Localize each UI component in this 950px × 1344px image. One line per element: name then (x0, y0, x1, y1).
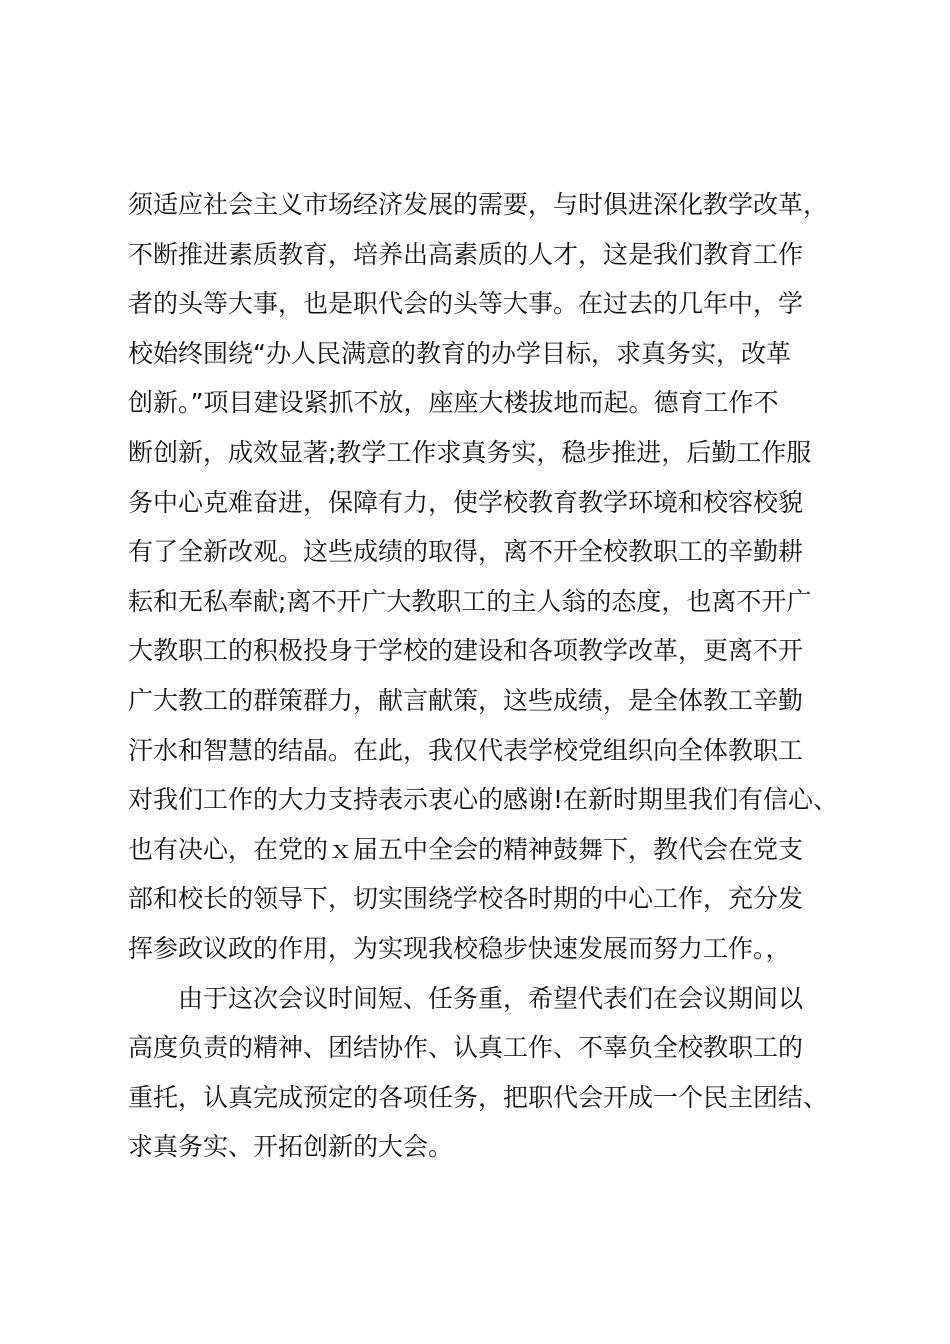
paragraph-1-line: 挥参政议政的作用，为实现我校稳步快速发展而努力工作。， (128, 933, 791, 963)
paragraph-1-line: 耘和无私奉献;离不开广大教职工的主人翁的态度，也离不开广 (128, 586, 812, 616)
paragraph-1-line: 对我们工作的大力支持表示衷心的感谢!在新时期里我们有信心、 (128, 785, 839, 815)
paragraph-1-line: 汗水和智慧的结晶。在此，我仅代表学校党组织向全体教职工 (128, 735, 804, 765)
paragraph-2-line: 求真务实、开拓创新的大会。 (128, 1132, 454, 1162)
paragraph-1-line: 校始终围绕“办人民满意的教育的办学目标，求真务实，改革 (128, 338, 791, 368)
paragraph-1-line: 部和校长的领导下，切实围绕学校各时期的中心工作，充分发 (128, 884, 804, 914)
paragraph-1-line: 须适应社会主义市场经济发展的需要，与时俱进深化教学改革， (128, 190, 829, 219)
paragraph-1-line: 务中心克难奋进，保障有力，使学校教育教学环境和校容校貌 (128, 487, 804, 517)
paragraph-1-line: 有了全新改观。这些成绩的取得，离不开全校教职工的辛勤耕 (128, 537, 804, 567)
paragraph-1-line: 不断推进素质教育，培养出高素质的人才，这是我们教育工作 (128, 239, 804, 269)
paragraph-1-line: 断创新，成效显著;教学工作求真务实，稳步推进，后勤工作服 (128, 437, 812, 467)
paragraph-1-line: 也有决心，在党的ｘ届五中全会的精神鼓舞下，教代会在党支 (128, 834, 804, 864)
document-body (128, 180, 848, 1172)
paragraph-1-line: 广大教工的群策群力，献言献策，这些成绩，是全体教工辛勤 (128, 685, 804, 715)
paragraph-1-line: 者的头等大事，也是职代会的头等大事。在过去的几年中，学 (128, 289, 804, 319)
paragraph-2-line: 重托，认真完成预定的各项任务，把职代会开成一个民主团结、 (128, 1082, 829, 1112)
paragraph-1-line: 创新。”项目建设紧抓不放，座座大楼拔地而起。德育工作不 (128, 388, 779, 418)
paragraph-2-line: 高度负责的精神、团结协作、认真工作、不辜负全校教职工的 (128, 1033, 804, 1063)
paragraph-2-line: 由于这次会议时间短、任务重，希望代表们在会议期间以 (178, 983, 804, 1013)
paragraph-1-line: 大教职工的积极投身于学校的建设和各项教学改革，更离不开 (128, 636, 804, 666)
